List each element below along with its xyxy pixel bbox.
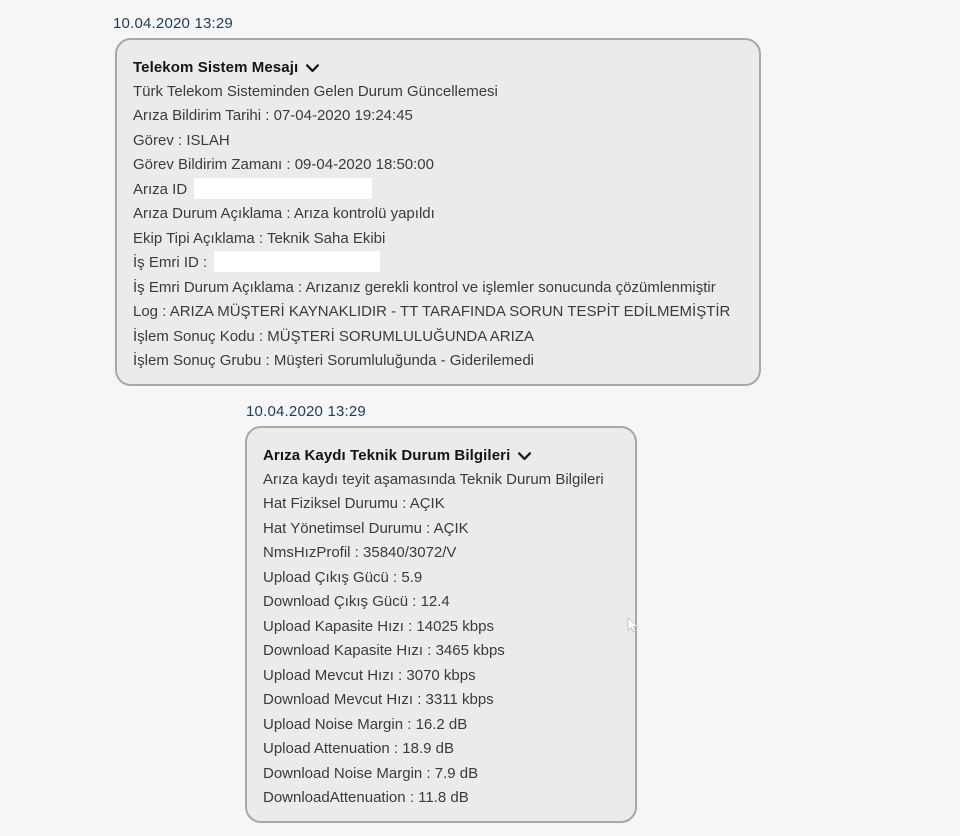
message-line: İşlem Sonuç Grubu : Müşteri Sorumluluğunda - Giderilemedi [133,352,535,369]
chevron-down-icon[interactable] [517,449,532,464]
chevron-down-icon[interactable] [305,61,320,76]
message-card-telekom-sistem-mesaji [115,38,761,386]
message-line: Hat Fiziksel Durumu : AÇIK [263,495,445,512]
message-line: Görev : ISLAH [133,131,230,149]
message-line: NmsHızProfil : 35840/3072/V [263,544,457,561]
field-label: Arıza ID [133,180,188,198]
message-line: Upload Mevcut Hızı : 3070 kbps [263,666,476,684]
message-line: Arıza Durum Açıklama : Arıza kontrolü yapıldı [133,205,435,222]
message-title: Arıza Kaydı Teknik Durum Bilgileri [263,446,511,464]
message-timestamp: 10.04.2020 13:29 [113,15,233,32]
message-line: Download Noise Margin : 7.9 dB [263,764,479,782]
message-line: İş Emri Durum Açıklama : Arızanız gerekli kontrol ve işlemler sonucunda çözümlenmiştir [133,278,716,296]
message-line: Log : ARIZA MÜŞTERİ KAYNAKLIDIR - TT TARAFINDA SORUN TESPİT EDİLMEMİŞTİR [133,303,731,320]
message-line: Türk Telekom Sisteminden Gelen Durum Güncellemesi [133,82,498,100]
message-timestamp: 10.04.2020 13:29 [246,403,366,420]
message-line: İşlem Sonuç Kodu : MÜŞTERİ SORUMLULUĞUNDA ARIZA [133,327,534,345]
message-line: Ekip Tipi Açıklama : Teknik Saha Ekibi [133,229,386,247]
message-line: DownloadAttenuation : 11.8 dB [263,789,469,806]
message-line: Download Mevcut Hızı : 3311 kbps [263,691,494,708]
message-line: Upload Çıkış Gücü : 5.9 [263,568,423,586]
message-line: Download Kapasite Hızı : 3465 kbps [263,642,505,659]
message-line-ariza-id [133,178,743,203]
message-header-toggle[interactable] [133,55,743,80]
message-line: Download Çıkış Gücü : 12.4 [263,593,450,610]
message-header-toggle[interactable] [263,443,619,468]
message-line: Hat Yönetimsel Durumu : AÇIK [263,519,469,537]
redacted-value-box [194,178,372,199]
message-line: Upload Attenuation : 18.9 dB [263,740,454,757]
field-label: İş Emri ID : [133,254,208,271]
redacted-value-box [214,251,380,272]
message-line: Görev Bildirim Zamanı : 09-04-2020 18:50:00 [133,156,434,173]
message-title: Telekom Sistem Mesajı [133,58,299,76]
message-line: Upload Kapasite Hızı : 14025 kbps [263,617,494,635]
message-line: Arıza Bildirim Tarihi : 07-04-2020 19:24:45 [133,107,413,124]
message-line-is-emri-id [133,251,743,276]
message-line: Upload Noise Margin : 16.2 dB [263,715,468,733]
message-line: Arıza kaydı teyit aşamasında Teknik Durum Bilgileri [263,470,604,488]
message-card-ariza-kaydi-teknik-durum [245,426,637,823]
